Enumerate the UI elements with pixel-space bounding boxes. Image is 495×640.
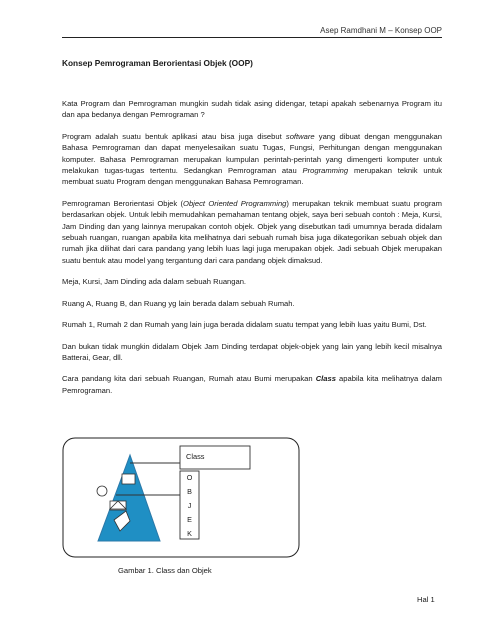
- body-text: [62, 98, 442, 406]
- class-label: Class: [186, 452, 205, 461]
- paragraph: [62, 373, 442, 396]
- paragraph: [62, 98, 442, 121]
- page-number: Hal 1: [417, 595, 435, 604]
- running-header: Asep Ramdhani M – Konsep OOP: [320, 26, 442, 35]
- paragraph-text: ) merupakan teknik membuat suatu program berdasarkan objek. Untuk lebih memudahkan pemahaman tentang objek, saya beri sebuah contoh : Meja, Kursi, Jam Dinding dan yang lainnya merupakan contoh objek. Objek yang disebutkan tadi umumnya berada didalam sebuah ruangan, ruangan apabila kita melihatnya dari sebuah rumah bisa juga dikategorikan sebuah objek dan rumah jika dilihat dari cara pandang yang lebih luas lagi juga merupakan objek. Jadi sebuah Objek merupakan suatu bentuk atau model yang tergantung dari cara pandang objek dimaksud.: [62, 198, 442, 265]
- object-circle-shape: [97, 486, 107, 496]
- paragraph-text: yang dibuat dengan menggunakan Bahasa Pemrograman dan dapat menyelesaikan suatu Tugas, Fungsi, Perhitungan dengan menggunakan komputer. Bahasa Pemrograman merupakan kumpulan perintah-perintah yang dimengerti komputer untuk melakukan tugas-tugas tertentu. Sedangkan Pemrograman atau: [62, 131, 442, 176]
- object-square-shape: [122, 474, 135, 484]
- objek-letter: B: [187, 487, 192, 496]
- paragraph: [62, 298, 442, 309]
- paragraph-text: Dan bukan tidak mungkin didalam Objek Jam Dinding terdapat objek-objek yang lain yang lebih kecil misalnya Batterai, Gear, dll.: [62, 341, 442, 362]
- emphasized-term: Class: [315, 374, 336, 384]
- paragraph-text: Program adalah suatu bentuk aplikasi atau bisa juga disebut: [62, 131, 286, 141]
- paragraph: [62, 341, 442, 364]
- paragraph-text: Meja, Kursi, Jam Dinding ada dalam sebuah Ruangan.: [62, 277, 247, 287]
- objek-letters: [180, 471, 199, 541]
- paragraph-text: Ruang A, Ruang B, dan Ruang yg lain berada dalam sebuah Rumah.: [62, 298, 295, 308]
- objek-letter: O: [186, 473, 193, 482]
- objek-letter: J: [187, 501, 192, 510]
- class-triangle: [98, 455, 160, 541]
- emphasized-term: Object Oriented Programming: [183, 198, 287, 208]
- objek-letter: K: [187, 529, 192, 538]
- paragraph-text: apabila kita melihatnya dalam Pemrograman.: [62, 374, 443, 395]
- paragraph: [62, 198, 442, 266]
- header-divider: [62, 37, 442, 38]
- figure-caption: Gambar 1. Class dan Objek: [118, 566, 212, 575]
- class-object-figure: [62, 437, 300, 558]
- paragraph: [62, 319, 442, 330]
- paragraph-text: Rumah 1, Rumah 2 dan Rumah yang lain juga berada didalam suatu tempat yang lebih luas yaitu Bumi, Dst.: [62, 320, 427, 330]
- emphasized-term: software: [285, 131, 315, 141]
- paragraph: [62, 276, 442, 287]
- paragraph-text: merupakan teknik untuk membuat suatu Program dengan menggunakan Bahasa Pemrograman.: [62, 166, 443, 187]
- paragraph-text: Cara pandang kita dari sebuah Ruangan, Rumah atau Bumi merupakan: [62, 374, 316, 384]
- objek-letter: E: [187, 515, 192, 524]
- emphasized-term: Programming: [302, 166, 349, 176]
- paragraph-text: Kata Program dan Pemrograman mungkin sudah tidak asing didengar, tetapi apakah sebenarnya Program itu dan apa bedanya dengan Pemrograman ?: [62, 99, 442, 120]
- paragraph-text: Pemrograman Berorientasi Objek (: [62, 198, 184, 208]
- paragraph: [62, 131, 442, 188]
- document-title: Konsep Pemrograman Berorientasi Objek (OOP): [62, 58, 253, 68]
